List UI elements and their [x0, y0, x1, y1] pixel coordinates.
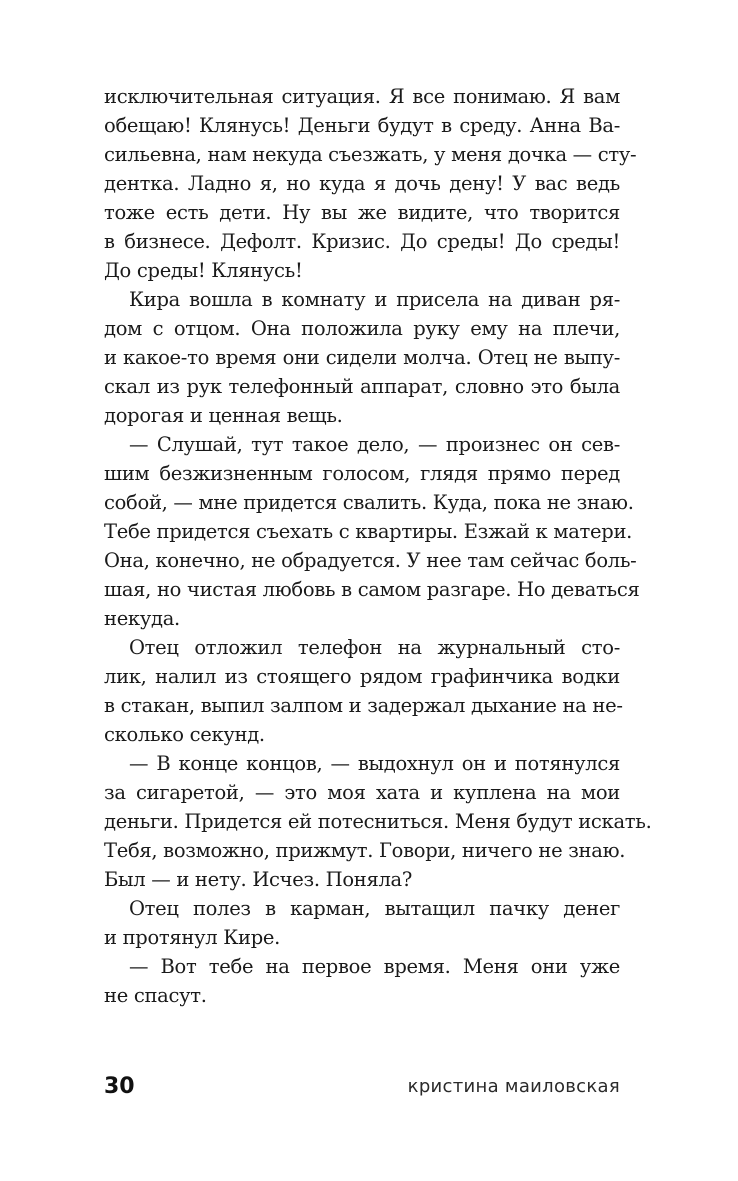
text-line: исключительная ситуация. Я все понимаю. Я вам [104, 85, 620, 108]
text-line: Кира вошла в комнату и присела на диван ря- [129, 288, 620, 311]
text-line: сколько секунд. [104, 723, 265, 746]
text-line: в стакан, выпил залпом и задержал дыхание на не- [104, 694, 623, 717]
text-line: — Слушай, тут такое дело, — произнес он сев- [129, 433, 620, 456]
text-line: за сигаретой, — это моя хата и куплена на мои [104, 781, 620, 804]
text-line: и какое-то время они сидели молча. Отец не выпу- [104, 346, 620, 369]
text-line: в бизнесе. Дефолт. Кризис. До среды! До среды! [104, 230, 620, 253]
text-line: некуда. [104, 607, 180, 630]
text-line: Был — и нету. Исчез. Поняла? [104, 868, 413, 891]
text-line: собой, — мне придется свалить. Куда, пока не знаю. [104, 491, 634, 514]
text-line: До среды! Клянусь! [104, 259, 303, 282]
paragraph-7 [104, 952, 620, 1010]
paragraph-1 [104, 82, 637, 285]
paragraph-2 [104, 285, 620, 430]
text-line: не спасут. [104, 984, 207, 1007]
running-head-author: кристина маиловская [407, 1076, 620, 1097]
paragraph-4 [104, 633, 623, 749]
text-line: дентка. Ладно я, но куда я дочь дену! У вас ведь [104, 172, 620, 195]
text-line: обещаю! Клянусь! Деньги будут в среду. Анна Ва- [104, 114, 620, 137]
body-text [104, 82, 652, 1010]
text-line: Тебя, возможно, прижмут. Говори, ничего не знаю. [104, 839, 626, 862]
text-line: — Вот тебе на первое время. Меня они уже [129, 955, 620, 978]
text-line: тоже есть дети. Ну вы же видите, что творится [104, 201, 620, 224]
text-line: шим безжизненным голосом, глядя прямо перед [104, 462, 620, 485]
text-line: Отец полез в карман, вытащил пачку денег [129, 897, 620, 920]
text-line: Тебе придется съехать с квартиры. Езжай к матери. [104, 520, 633, 543]
text-line: и протянул Кире. [104, 926, 281, 949]
text-line: скал из рук телефонный аппарат, словно это была [104, 375, 620, 398]
paragraph-3 [104, 430, 640, 633]
page-number: 30 [104, 1074, 135, 1099]
page-footer [104, 1072, 620, 1102]
text-line: лик, налил из стоящего рядом графинчика водки [104, 665, 620, 688]
text-line: шая, но чистая любовь в самом разгаре. Но деваться [104, 578, 640, 601]
text-line: деньги. Придется ей потесниться. Меня будут искать. [104, 810, 652, 833]
text-line: — В конце концов, — выдохнул он и потянулся [129, 752, 620, 775]
text-line: дорогая и ценная вещь. [104, 404, 343, 427]
paragraph-5 [104, 749, 652, 894]
text-line: Она, конечно, не обрадуется. У нее там сейчас боль- [104, 549, 637, 572]
text-line: сильевна, нам некуда съезжать, у меня дочка — сту- [104, 143, 637, 166]
text-line: Отец отложил телефон на журнальный сто- [129, 636, 620, 659]
text-line: дом с отцом. Она положила руку ему на плечи, [104, 317, 620, 340]
paragraph-6 [104, 894, 620, 952]
